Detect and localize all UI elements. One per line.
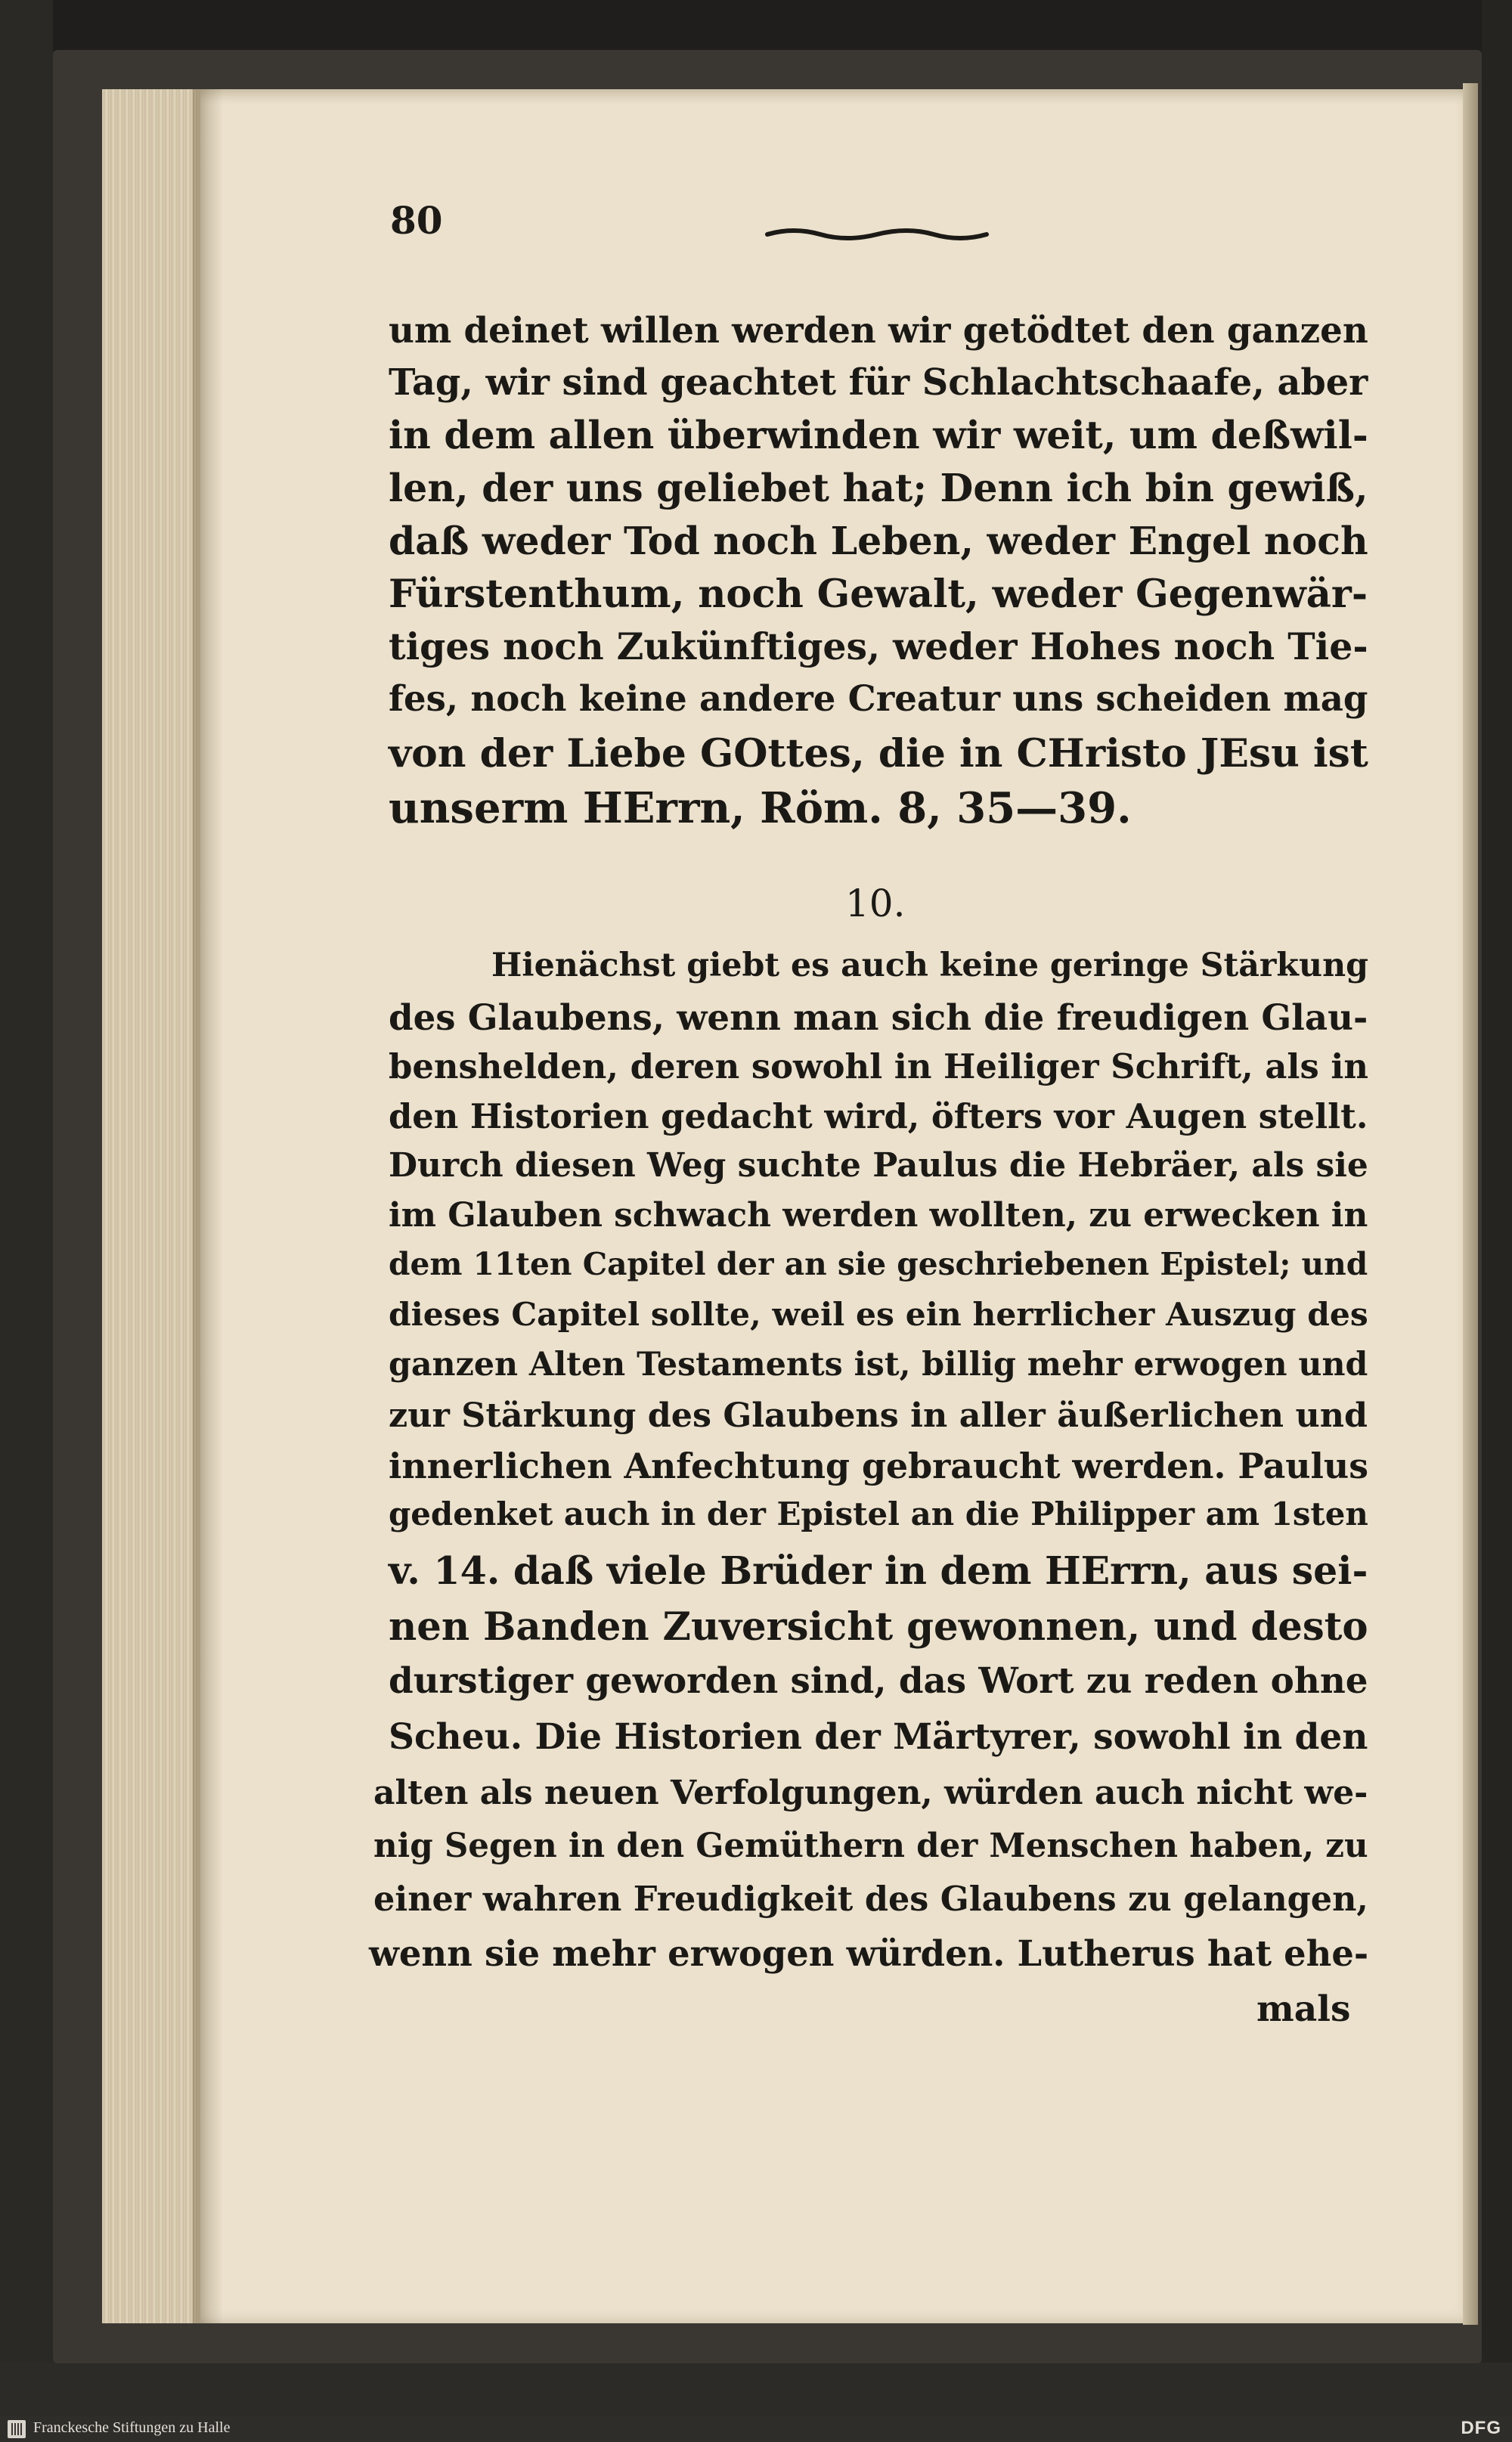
text-line: zur Stärkung des Glaubens in aller äußerlichen und — [389, 1396, 1368, 1435]
text-line: dem 11ten Capitel der an sie geschriebenen Epistel; und — [389, 1246, 1368, 1282]
dfg-logo: DFG — [1461, 2418, 1501, 2438]
text-line: nig Segen in den Gemüthern der Menschen haben, zu — [373, 1827, 1368, 1865]
footer-institution: Franckesche Stiftungen zu Halle — [33, 2419, 231, 2436]
text-line: unserm HErrn, Röm. 8, 35—39. — [389, 783, 1132, 833]
text-line: in dem allen überwinden wir weit, um deßwil- — [389, 413, 1368, 457]
text-line: wenn sie mehr erwogen würden. Lutherus hat ehe- — [369, 1932, 1369, 1974]
text-line: innerlichen Anfechtung gebraucht werden. Paulus — [389, 1446, 1368, 1486]
text-line: den Historien gedacht wird, öfters vor Augen stellt. — [389, 1096, 1368, 1136]
text-line: ganzen Alten Testaments ist, billig mehr erwogen und — [389, 1346, 1368, 1384]
footer-bar — [0, 2416, 1512, 2442]
text-line: nen Banden Zuversicht gewonnen, und desto — [389, 1604, 1368, 1650]
text-line: dieses Capitel sollte, weil es ein herrlicher Auszug des — [389, 1296, 1368, 1334]
header-ornament-icon — [764, 224, 990, 242]
text-line: von der Liebe GOttes, die in CHristo JEsu ist — [389, 730, 1368, 776]
text-line: Fürstenthum, noch Gewalt, weder Gegenwär- — [389, 572, 1368, 617]
text-line: benshelden, deren sowohl in Heiliger Schrift, als in — [389, 1046, 1368, 1086]
text-line: durstiger geworden sind, das Wort zu reden ohne — [389, 1660, 1368, 1702]
text-line: v. 14. daß viele Brüder in dem HErrn, aus sei- — [389, 1548, 1368, 1593]
text-line: gedenket auch in der Epistel an die Philipper am 1sten — [389, 1495, 1368, 1532]
institution-logo-icon — [8, 2420, 26, 2438]
scan-background-left — [0, 0, 53, 2442]
text-line: des Glaubens, wenn man sich die freudigen Glau- — [389, 996, 1368, 1038]
text-line: Scheu. Die Historien der Märtyrer, sowohl in den — [389, 1716, 1368, 1758]
page-number: 80 — [390, 198, 443, 243]
page-right-edge — [1463, 83, 1478, 2325]
text-line: tiges noch Zukünftiges, weder Hohes noch Tie- — [389, 624, 1368, 668]
scan-background-right — [1482, 0, 1512, 2442]
text-line: Durch diesen Weg suchte Paulus die Hebräer, als sie — [389, 1146, 1368, 1185]
text-line: einer wahren Freudigkeit des Glaubens zu gelangen, — [373, 1880, 1368, 1919]
section-number: 10. — [845, 882, 906, 925]
text-line: Hienächst giebt es auch keine geringe Stärkung — [491, 947, 1368, 984]
gutter-shadow — [193, 89, 223, 2323]
catchword: mals — [1256, 1988, 1351, 2030]
text-line: Tag, wir sind geachtet für Schlachtschaafe, aber — [389, 361, 1368, 404]
text-line: um deinet willen werden wir getödtet den ganzen — [389, 310, 1368, 352]
text-line: im Glauben schwach werden wollten, zu erwecken in — [389, 1196, 1368, 1235]
text-line: len, der uns geliebet hat; Denn ich bin gewiß, — [389, 466, 1368, 510]
text-line: fes, noch keine andere Creatur uns scheiden mag — [389, 677, 1368, 719]
text-line: daß weder Tod noch Leben, weder Engel noch — [389, 519, 1368, 563]
text-line: alten als neuen Verfolgungen, würden auch nicht we- — [373, 1774, 1368, 1812]
page-edges — [102, 89, 204, 2323]
